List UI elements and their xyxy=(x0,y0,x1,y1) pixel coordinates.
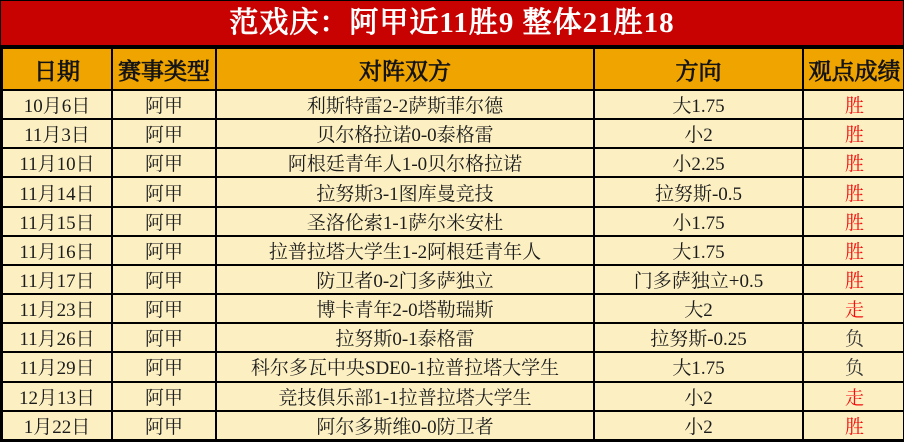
league-cell: 阿甲 xyxy=(112,207,216,236)
table-row xyxy=(2,411,904,440)
match-cell: 竞技俱乐部1-1拉普拉塔大学生 xyxy=(216,382,594,411)
column-header-result: 观点成绩 xyxy=(803,48,904,90)
result-cell: 胜 xyxy=(803,177,904,206)
match-cell: 贝尔格拉诺0-0泰格雷 xyxy=(216,119,594,148)
table-row xyxy=(2,177,904,206)
date-cell: 11月16日 xyxy=(2,236,112,265)
result-cell: 胜 xyxy=(803,265,904,294)
column-header-league: 赛事类型 xyxy=(112,48,216,90)
direction-cell: 大2 xyxy=(594,294,803,323)
result-cell: 胜 xyxy=(803,236,904,265)
date-cell: 11月10日 xyxy=(2,148,112,177)
date-cell: 11月23日 xyxy=(2,294,112,323)
direction-cell: 门多萨独立+0.5 xyxy=(594,265,803,294)
league-cell: 阿甲 xyxy=(112,236,216,265)
direction-cell: 小2.25 xyxy=(594,148,803,177)
date-cell: 11月17日 xyxy=(2,265,112,294)
result-cell: 胜 xyxy=(803,119,904,148)
date-cell: 11月29日 xyxy=(2,352,112,381)
result-cell: 负 xyxy=(803,323,904,352)
result-cell: 走 xyxy=(803,382,904,411)
result-cell: 胜 xyxy=(803,207,904,236)
league-cell: 阿甲 xyxy=(112,119,216,148)
page-title: 范戏庆：阿甲近11胜9 整体21胜18 xyxy=(1,1,903,47)
result-cell: 胜 xyxy=(803,90,904,119)
league-cell: 阿甲 xyxy=(112,265,216,294)
date-cell: 10月6日 xyxy=(2,90,112,119)
direction-cell: 小1.75 xyxy=(594,207,803,236)
table-row xyxy=(2,382,904,411)
result-cell: 胜 xyxy=(803,411,904,440)
table-row xyxy=(2,119,904,148)
table-row xyxy=(2,294,904,323)
match-cell: 拉努斯0-1泰格雷 xyxy=(216,323,594,352)
match-cell: 利斯特雷2-2萨斯菲尔德 xyxy=(216,90,594,119)
header-row xyxy=(2,48,904,90)
table-row xyxy=(2,90,904,119)
table-row xyxy=(2,265,904,294)
match-cell: 博卡青年2-0塔勒瑞斯 xyxy=(216,294,594,323)
league-cell: 阿甲 xyxy=(112,411,216,440)
results-table-body xyxy=(2,90,904,440)
result-cell: 走 xyxy=(803,294,904,323)
direction-cell: 大1.75 xyxy=(594,352,803,381)
league-cell: 阿甲 xyxy=(112,294,216,323)
date-cell: 11月26日 xyxy=(2,323,112,352)
table-row xyxy=(2,323,904,352)
league-cell: 阿甲 xyxy=(112,177,216,206)
league-cell: 阿甲 xyxy=(112,90,216,119)
result-cell: 胜 xyxy=(803,148,904,177)
column-header-date: 日期 xyxy=(2,48,112,90)
date-cell: 11月15日 xyxy=(2,207,112,236)
match-cell: 拉努斯3-1图库曼竞技 xyxy=(216,177,594,206)
league-cell: 阿甲 xyxy=(112,148,216,177)
league-cell: 阿甲 xyxy=(112,323,216,352)
match-cell: 阿尔多斯维0-0防卫者 xyxy=(216,411,594,440)
direction-cell: 大1.75 xyxy=(594,90,803,119)
result-cell: 负 xyxy=(803,352,904,381)
direction-cell: 小2 xyxy=(594,382,803,411)
match-cell: 拉普拉塔大学生1-2阿根廷青年人 xyxy=(216,236,594,265)
match-cell: 阿根廷青年人1-0贝尔格拉诺 xyxy=(216,148,594,177)
direction-cell: 拉努斯-0.25 xyxy=(594,323,803,352)
league-cell: 阿甲 xyxy=(112,382,216,411)
date-cell: 11月3日 xyxy=(2,119,112,148)
direction-cell: 小2 xyxy=(594,411,803,440)
table-row xyxy=(2,236,904,265)
direction-cell: 拉努斯-0.5 xyxy=(594,177,803,206)
date-cell: 11月14日 xyxy=(2,177,112,206)
column-header-match: 对阵双方 xyxy=(216,48,594,90)
match-cell: 科尔多瓦中央SDE0-1拉普拉塔大学生 xyxy=(216,352,594,381)
match-cell: 圣洛伦索1-1萨尔米安杜 xyxy=(216,207,594,236)
results-table xyxy=(1,47,904,441)
table-row xyxy=(2,352,904,381)
table-row xyxy=(2,148,904,177)
column-header-direction: 方向 xyxy=(594,48,803,90)
table-row xyxy=(2,207,904,236)
league-cell: 阿甲 xyxy=(112,352,216,381)
date-cell: 1月22日 xyxy=(2,411,112,440)
direction-cell: 大1.75 xyxy=(594,236,803,265)
match-cell: 防卫者0-2门多萨独立 xyxy=(216,265,594,294)
date-cell: 12月13日 xyxy=(2,382,112,411)
direction-cell: 小2 xyxy=(594,119,803,148)
